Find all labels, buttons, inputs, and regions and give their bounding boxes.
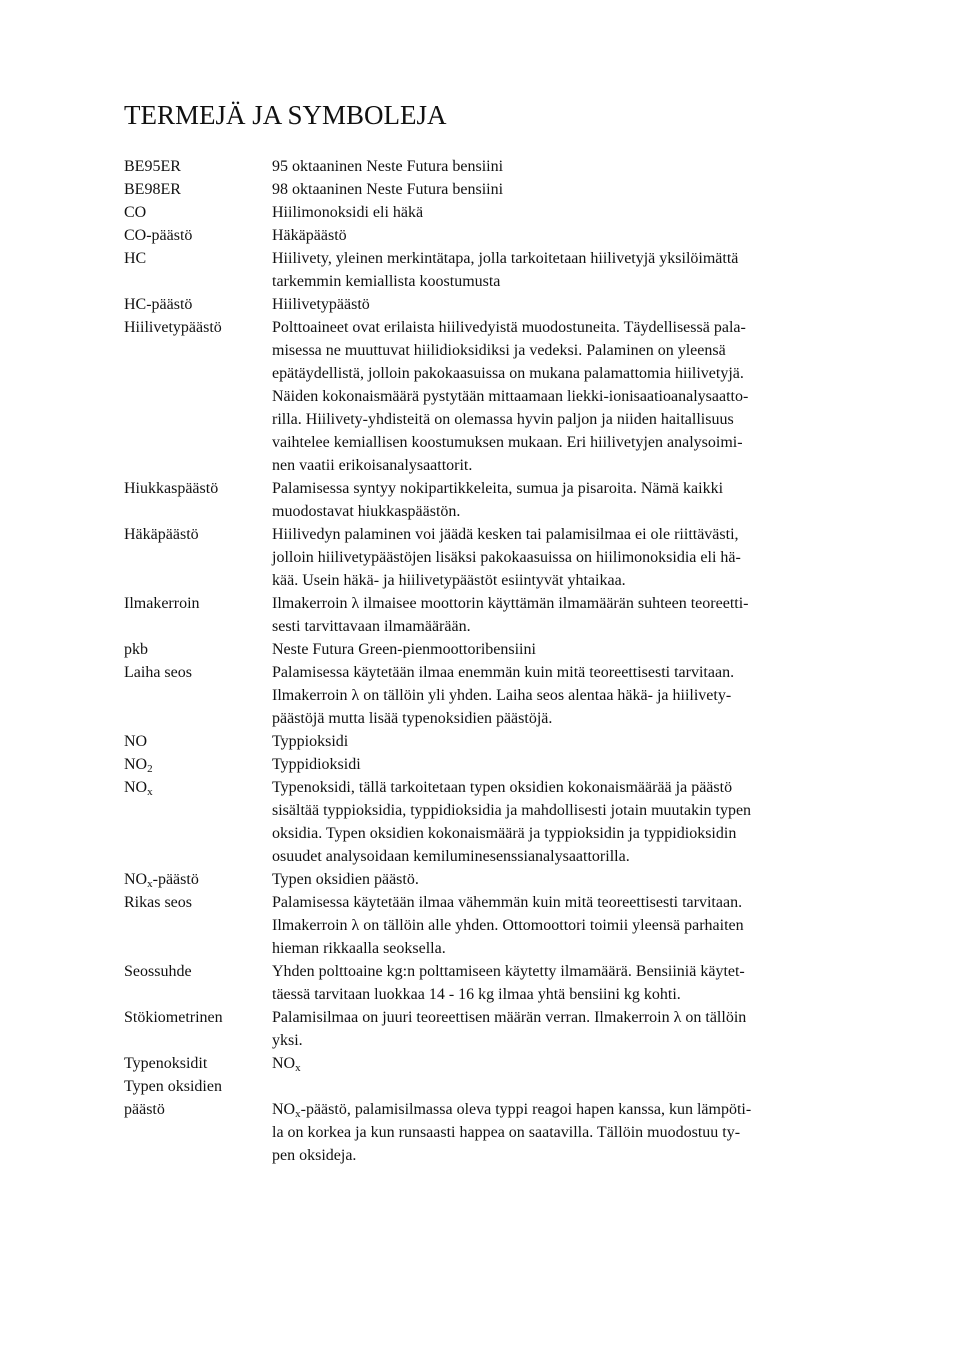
term-line [124,592,272,615]
glossary-entry [124,1052,864,1075]
glossary-definition [272,477,864,523]
glossary-definition [272,960,864,1006]
text-segment: nen vaatii erikoisanalysaattorit. [272,457,473,474]
glossary-entry [124,730,864,753]
text-segment: Typpioksidi [272,733,349,750]
definition-line [272,707,864,730]
text-segment: yksi. [272,1032,303,1049]
text-segment: Hiilimonoksidi eli häkä [272,204,424,221]
definition-line [272,1098,864,1121]
text-segment: Hiilivetypäästö [124,319,222,336]
text-segment: jolloin hiilivetypäästöjen lisäksi pakokaasuissa on hiilimonoksidia eli hä- [272,549,741,566]
text-segment: Ilmakerroin λ on tällöin alle yhden. Ottomoottori toimii yleensä parhaiten [272,917,744,934]
text-segment: Ilmakerroin λ ilmaisee moottorin käyttämän ilmamäärän suhteen teoreetti- [272,595,749,612]
definition-line [272,293,864,316]
term-line [124,638,272,661]
text-segment: Laiha seos [124,664,192,681]
definition-line [272,477,864,500]
glossary-definition [272,316,864,477]
definition-line [272,776,864,799]
text-segment: CO-päästö [124,227,193,244]
text-segment: rilla. Hiilivety-yhdisteitä on olemassa hyvin paljon ja niiden haitallisuus [272,411,734,428]
glossary-term [124,316,272,477]
glossary-entry [124,155,864,178]
subscript: x [295,1108,301,1120]
glossary-definition [272,868,864,891]
glossary-definition [272,1052,864,1075]
glossary-definition [272,178,864,201]
definition-line [272,546,864,569]
text-segment: muodostavat hiukkaspäästön. [272,503,461,520]
definition-line [272,937,864,960]
text-segment: sesti tarvittavaan ilmamäärään. [272,618,471,635]
term-line [124,155,272,178]
glossary-definition [272,753,864,776]
text-segment: Polttoaineet ovat erilaista hiilivedyistä muodostuneita. Täydellisessä pala- [272,319,746,336]
text-segment: CO [124,204,147,221]
text-segment: NO [124,871,148,888]
glossary-entry [124,316,864,477]
text-segment: HC-päästö [124,296,193,313]
definition-line [272,500,864,523]
text-segment: HC [124,250,147,267]
term-line [124,661,272,684]
text-segment: Hiukkaspäästö [124,480,219,497]
text-segment: osuudet analysoidaan kemiluminesenssianalysaattorilla. [272,848,630,865]
definition-line [272,914,864,937]
text-segment: tarkemmin kemiallista koostumusta [272,273,501,290]
text-segment: misessa ne muuttuvat hiilidioksidiksi ja vedeksi. Palaminen on yleensä [272,342,726,359]
page-title: TERMEJÄ JA SYMBOLEJA [124,100,447,130]
definition-line [272,753,864,776]
text-segment: Ilmakerroin [124,595,200,612]
definition-line [272,155,864,178]
glossary-term [124,178,272,201]
definition-line [272,822,864,845]
definition-line [272,431,864,454]
term-line [124,477,272,500]
glossary-term [124,224,272,247]
definition-line [272,1144,864,1167]
glossary-entry [124,247,864,293]
glossary-entry [124,638,864,661]
glossary-entry [124,1006,864,1052]
term-line [124,523,272,546]
text-segment: NO [272,1055,296,1072]
glossary-term [124,638,272,661]
glossary-term [124,753,272,776]
definition-line [272,408,864,431]
definition-line [272,1052,864,1075]
glossary-definition [272,891,864,960]
definition-line [272,799,864,822]
text-segment: Ilmakerroin λ on tällöin yli yhden. Laiha seos alentaa häkä- ja hiilivety- [272,687,732,704]
subscript: 2 [147,763,153,775]
text-segment: Typenoksidit [124,1055,208,1072]
definition-line [272,983,864,1006]
text-segment: päästö [124,1101,165,1118]
subscript: x [147,786,153,798]
glossary-entry [124,868,864,891]
glossary-definition [272,523,864,592]
glossary-definition [272,1075,864,1167]
definition-line [272,868,864,891]
text-segment: oksidia. Typen oksidien kokonaismäärä ja typpioksidin ja typpidioksidin [272,825,737,842]
text-segment: Hiilivetypäästö [272,296,370,313]
term-line [124,1052,272,1075]
glossary-entry [124,178,864,201]
glossary-term [124,730,272,753]
glossary-entry [124,1075,864,1167]
term-line [124,868,272,891]
glossary-term [124,592,272,638]
text-segment: Stökiometrinen [124,1009,223,1026]
definition-line [272,730,864,753]
definition-line [272,454,864,477]
text-segment: vaihtelee kemiallisen koostumuksen mukaan. Eri hiilivetyjen analysoimi- [272,434,743,451]
glossary-entry [124,224,864,247]
definition-line [272,891,864,914]
definition-line [272,845,864,868]
text-segment: Typenoksidi, tällä tarkoitetaan typen oksidien kokonaismäärää ja päästö [272,779,733,796]
glossary-term [124,661,272,730]
glossary-term [124,293,272,316]
definition-line [272,684,864,707]
glossary-definition [272,247,864,293]
text-segment: Palamisessa käytetään ilmaa vähemmän kuin mitä teoreettisesti tarvitaan. [272,894,743,911]
definition-line [272,270,864,293]
definition-line [272,224,864,247]
definition-line [272,1029,864,1052]
glossary-entry [124,293,864,316]
text-segment: Typpidioksidi [272,756,361,773]
text-segment: pkb [124,641,148,658]
term-line [124,753,272,776]
term-line [124,316,272,339]
glossary-entry [124,523,864,592]
glossary-definition [272,776,864,868]
text-segment: NO [124,779,148,796]
text-segment: kää. Usein häkä- ja hiilivetypäästöt esiintyvät yhtaikaa. [272,572,626,589]
text-segment: hieman rikkaalla seoksella. [272,940,446,957]
term-line [124,293,272,316]
glossary-entry [124,477,864,523]
subscript: x [147,878,153,890]
definition-line [272,1006,864,1029]
glossary-term [124,201,272,224]
text-segment: päästöjä mutta lisää typenoksidien päästöjä. [272,710,553,727]
glossary-entry [124,661,864,730]
glossary-definition [272,661,864,730]
glossary-term [124,891,272,960]
definition-line [272,178,864,201]
glossary-entry [124,891,864,960]
glossary-entry [124,960,864,1006]
text-segment: Yhden polttoaine kg:n polttamiseen käytetty ilmamäärä. Bensiiniä käytet- [272,963,745,980]
text-segment: epätäydellistä, jolloin pakokaasuissa on mukana palamattomia hiilivetyjä. [272,365,744,382]
term-line [124,730,272,753]
text-segment: sisältää typpioksidia, typpidioksidia ja mahdollisesti jotain muutakin typen [272,802,752,819]
glossary-entry [124,776,864,868]
definition-line [272,247,864,270]
term-line [124,224,272,247]
text-segment: 95 oktaaninen Neste Futura bensiini [272,158,504,175]
text-segment: Typen oksidien päästö. [272,871,419,888]
text-segment: Häkäpäästö [272,227,347,244]
glossary-list [124,155,864,1167]
definition-line [272,638,864,661]
text-segment: BE98ER [124,181,181,198]
text-segment: Rikas seos [124,894,192,911]
glossary-term [124,1075,272,1167]
glossary-term [124,1052,272,1075]
term-line [124,776,272,799]
text-segment: BE95ER [124,158,181,175]
text-segment: NO [124,756,148,773]
term-line [124,1075,272,1098]
glossary-term [124,868,272,891]
text-segment: Neste Futura Green-pienmoottoribensiini [272,641,536,658]
term-line [124,247,272,270]
definition-line [272,523,864,546]
text-segment: Palamisilmaa on juuri teoreettisen määrän verran. Ilmakerroin λ on tällöin [272,1009,747,1026]
definition-line [272,615,864,638]
term-line [124,1006,272,1029]
definition-line [272,592,864,615]
glossary-definition [272,155,864,178]
glossary-term [124,960,272,1006]
text-segment: pen oksideja. [272,1147,357,1164]
glossary-definition [272,638,864,661]
glossary-entry [124,592,864,638]
definition-line [272,385,864,408]
text-segment: NO [124,733,148,750]
glossary-definition [272,201,864,224]
glossary-definition [272,730,864,753]
text-segment: täessä tarvitaan luokkaa 14 - 16 kg ilmaa yhtä bensiini kg kohti. [272,986,681,1003]
term-line [124,201,272,224]
text-segment: -päästö, palamisilmassa oleva typpi reagoi hapen kanssa, kun lämpöti- [300,1101,752,1118]
definition-line [272,201,864,224]
definition-line [272,1075,864,1098]
definition-line [272,569,864,592]
text-segment: Hiilivedyn palaminen voi jäädä kesken tai palamisilmaa ei ole riittävästi, [272,526,739,543]
text-segment: Hiilivety, yleinen merkintätapa, jolla tarkoitetaan hiilivetyjä yksilöimättä [272,250,739,267]
text-segment: -päästö [152,871,199,888]
glossary-term [124,155,272,178]
term-line [124,1098,272,1121]
text-segment: Seossuhde [124,963,192,980]
term-line [124,178,272,201]
definition-line [272,316,864,339]
glossary-definition [272,224,864,247]
glossary-definition [272,293,864,316]
glossary-entry [124,201,864,224]
definition-line [272,960,864,983]
text-segment: Typen oksidien [124,1078,222,1095]
glossary-term [124,247,272,293]
text-segment: NO [272,1101,296,1118]
definition-line [272,339,864,362]
glossary-term [124,776,272,868]
glossary-definition [272,592,864,638]
glossary-entry [124,753,864,776]
text-segment: Näiden kokonaismäärä pystytään mittaamaan liekki-ionisaatioanalysaatto- [272,388,749,405]
glossary-term [124,477,272,523]
definition-line [272,661,864,684]
definition-line [272,1121,864,1144]
text-segment: Palamisessa käytetään ilmaa enemmän kuin mitä teoreettisesti tarvitaan. [272,664,735,681]
text-segment: 98 oktaaninen Neste Futura bensiini [272,181,504,198]
term-line [124,891,272,914]
subscript: x [295,1062,301,1074]
text-segment: Palamisessa syntyy nokipartikkeleita, sumua ja pisaroita. Nämä kaikki [272,480,724,497]
glossary-definition [272,1006,864,1052]
glossary-term [124,1006,272,1052]
text-segment: Häkäpäästö [124,526,199,543]
text-segment: la on korkea ja kun runsaasti happea on saatavilla. Tällöin muodostuu ty- [272,1124,741,1141]
glossary-term [124,523,272,592]
definition-line [272,362,864,385]
term-line [124,960,272,983]
